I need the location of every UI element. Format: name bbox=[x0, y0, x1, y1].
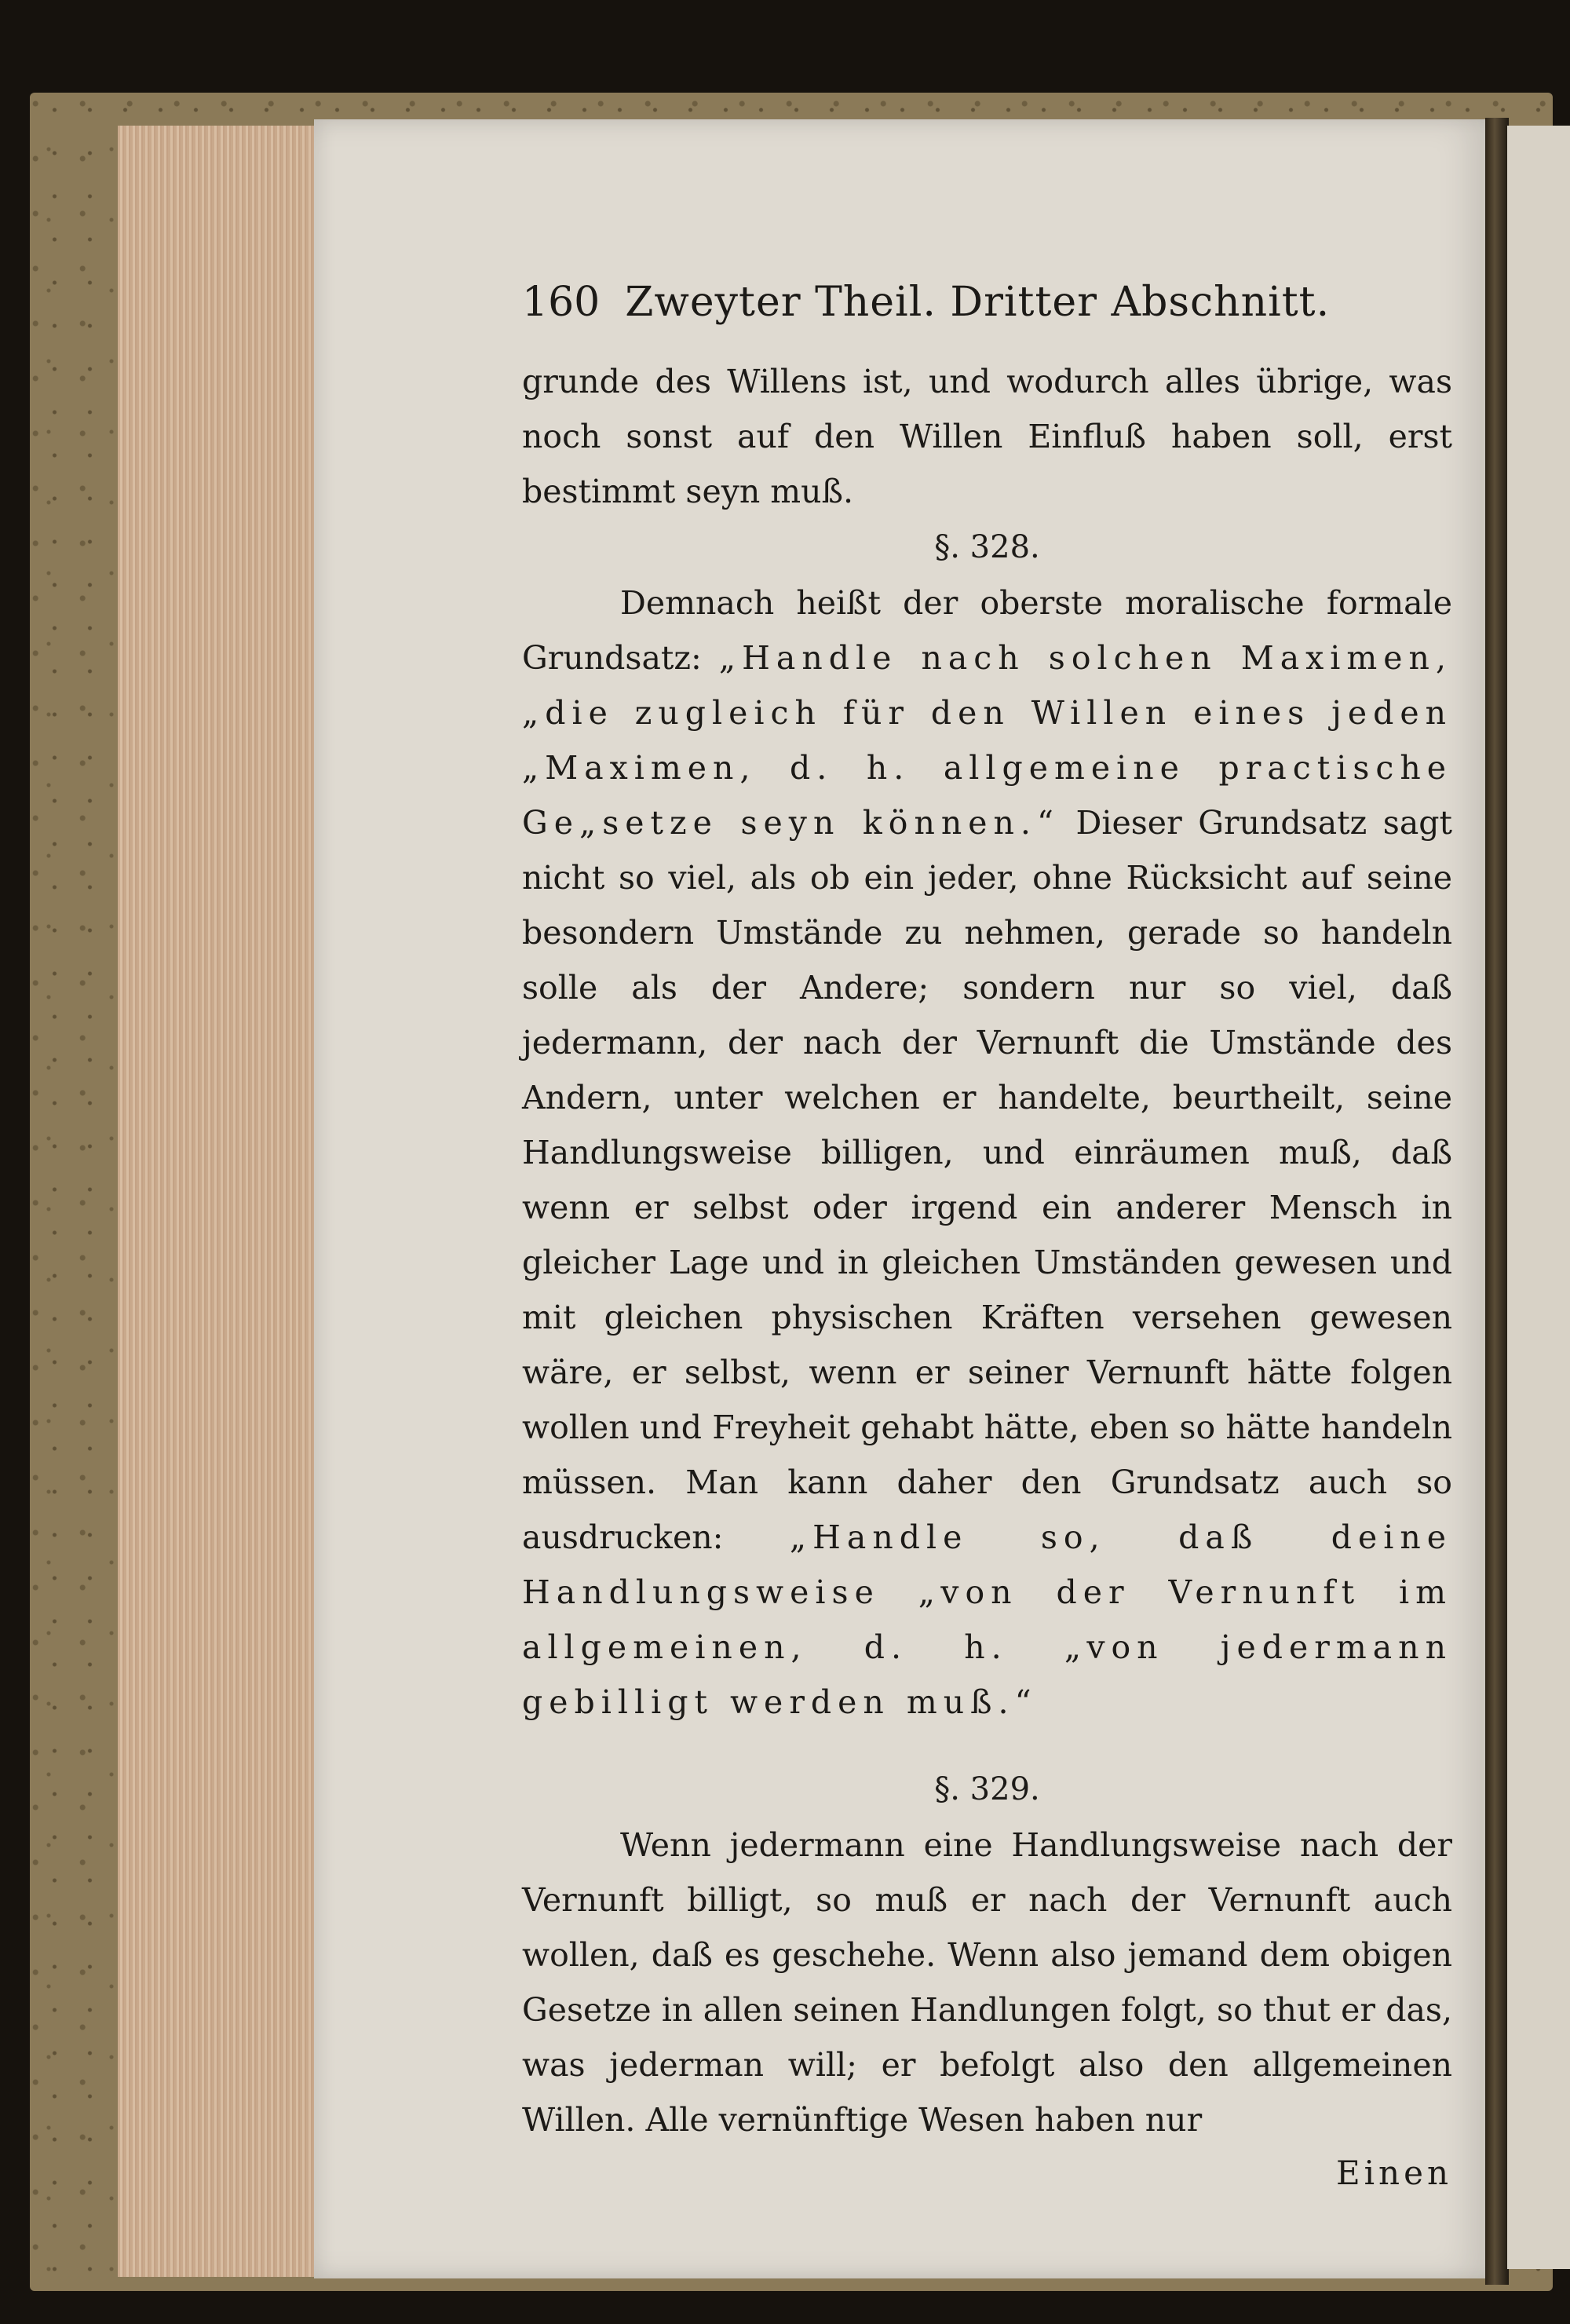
section-heading-329: §. 329. bbox=[934, 1771, 1040, 1807]
book-gutter bbox=[1485, 118, 1509, 2285]
maxim-quote-2: „Handle so, daß deine Handlungsweise „von der Vernunft im allgemeinen, d. h. „von jedermann gebilligt werden muß.“ bbox=[522, 1518, 1452, 1721]
page-edges bbox=[118, 126, 322, 2277]
maxim-quote-1: „Handle nach solchen Maximen, „die zugleich für den Willen eines jeden „Maximen, d. h. allgemeine practische Ge„setze seyn können.“ bbox=[522, 639, 1452, 842]
section-328-text-start: Demnach heißt der oberste moralische formale Grundsatz: bbox=[522, 584, 1452, 677]
section-heading-328: §. 328. bbox=[934, 529, 1040, 565]
section-329-paragraph: Wenn jedermann eine Handlungsweise nach der Vernunft billigt, so muß er nach der Vernunft auch wollen, daß es geschehe. Wenn also jemand dem obigen Gesetze in allen seinen Handlungen folgt, so thut er das, was jederman will; er befolgt also den allgemeinen Willen. Alle vernünftige Wesen haben nur bbox=[522, 1826, 1452, 2139]
running-title: Zweyter Theil. Dritter Abschnitt. bbox=[625, 279, 1331, 326]
facing-page-edge bbox=[1507, 126, 1570, 2269]
opening-paragraph: grunde des Willens ist, und wodurch alles übrige, was noch sonst auf den Willen Einfluß haben soll, erst bestimmt seyn muß. bbox=[522, 363, 1452, 510]
section-328-paragraph bbox=[522, 576, 1452, 1730]
page-number: 160 bbox=[522, 279, 601, 326]
running-header bbox=[522, 271, 1452, 334]
page-text bbox=[522, 271, 1452, 2199]
catchword: Einen bbox=[1335, 2154, 1452, 2192]
section-328-text-middle: Dieser Grundsatz sagt nicht so viel, als ob ein jeder, ohne Rücksicht auf seine besondern Umstände zu nehmen, gerade so handeln solle als der Andere; sondern nur so viel, daß jedermann, der nach der Vernunft die Umstände des Andern, unter welchen er handelte, beurtheilt, seine Handlungsweise billigen, und einräumen muß, daß wenn er selbst oder irgend ein anderer Mensch in gleicher Lage und in gleichen Umständen gewesen und mit gleichen physischen Kräften versehen gewesen wäre, er selbst, wenn er seiner Vernunft hätte folgen wollen und Freyheit gehabt hätte, eben so hätte handeln müssen. Man kann daher den Grundsatz auch so ausdrucken: bbox=[522, 804, 1452, 1556]
